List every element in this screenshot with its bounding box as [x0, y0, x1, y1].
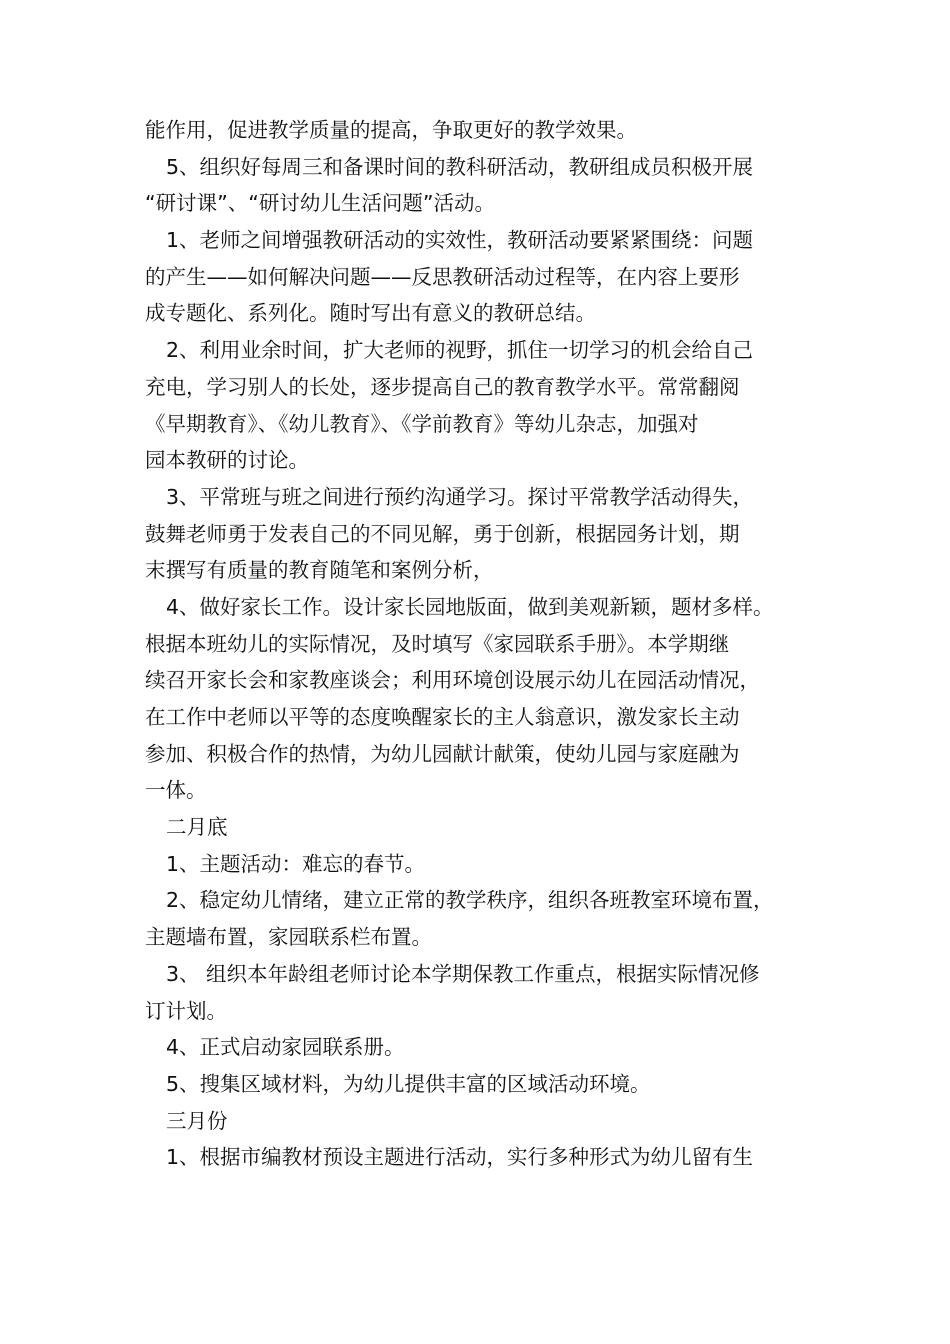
text-line: 2、利用业余时间，扩大老师的视野，抓住一切学习的机会给自己 [166, 338, 754, 363]
text-line: 园本教研的讨论。 [145, 448, 309, 473]
text-line: 参加、积极合作的热情，为幼儿园献计献策，使幼儿园与家庭融为 [145, 741, 740, 766]
text-line: “研讨课”、“研讨幼儿生活问题”活动。 [145, 191, 495, 216]
text-line: 的产生——如何解决问题——反思教研活动过程等，在内容上要形 [145, 264, 740, 289]
text-line: 主题墙布置，家园联系栏布置。 [145, 925, 432, 950]
text-line: 成专题化、系列化。随时写出有意义的教研总结。 [145, 301, 596, 326]
text-line: 充电，学习别人的长处，逐步提高自己的教育教学水平。常常翻阅 [145, 374, 740, 399]
text-line: 4、做好家长工作。设计家长园地版面，做到美观新颖，题材多样。 [166, 594, 774, 619]
text-line: 订计划。 [145, 998, 227, 1023]
text-line: 5、搜集区域材料，为幼儿提供丰富的区域活动环境。 [166, 1071, 651, 1096]
text-line: 一体。 [145, 778, 207, 803]
text-line: 鼓舞老师勇于发表自己的不同见解，勇于创新，根据园务计划，期 [145, 521, 740, 546]
text-line: 4、正式启动家园联系册。 [166, 1035, 405, 1060]
text-line: 末撰写有质量的教育随笔和案例分析， [145, 558, 494, 583]
text-line: 续召开家长会和家教座谈会；利用环境创设展示幼儿在园活动情况， [145, 668, 760, 693]
text-line: 3、平常班与班之间进行预约沟通学习。探讨平常教学活动得失， [166, 484, 754, 509]
text-line: 在工作中老师以平等的态度唤醒家长的主人翁意识，激发家长主动 [145, 705, 740, 729]
text-line: 1、根据市编教材预设主题进行活动，实行多种形式为幼儿留有生 [166, 1145, 754, 1170]
document-body [145, 112, 815, 1176]
text-line: 2、稳定幼儿情绪，建立正常的教学秩序，组织各班教室环境布置， [166, 888, 774, 913]
text-line: 《早期教育》、《幼儿教育》、《学前教育》等幼儿杂志，加强对 [145, 411, 699, 436]
text-line: 根据本班幼儿的实际情况，及时填写《家园联系手册》。本学期继 [145, 631, 730, 656]
text-line: 3、 组织本年龄组老师讨论本学期保教工作重点，根据实际情况修 [166, 961, 760, 986]
text-line: 5、组织好每周三和备课时间的教科研活动，教研组成员积极开展 [166, 154, 754, 179]
text-line: 三月份 [166, 1108, 228, 1133]
text-line: 二月底 [166, 815, 228, 840]
text-line: 1、老师之间增强教研活动的实效性，教研活动要紧紧围绕：问题 [166, 228, 754, 253]
text-line: 能作用，促进教学质量的提高，争取更好的教学效果。 [145, 118, 637, 142]
text-line: 1、主题活动：难忘的春节。 [166, 851, 426, 876]
